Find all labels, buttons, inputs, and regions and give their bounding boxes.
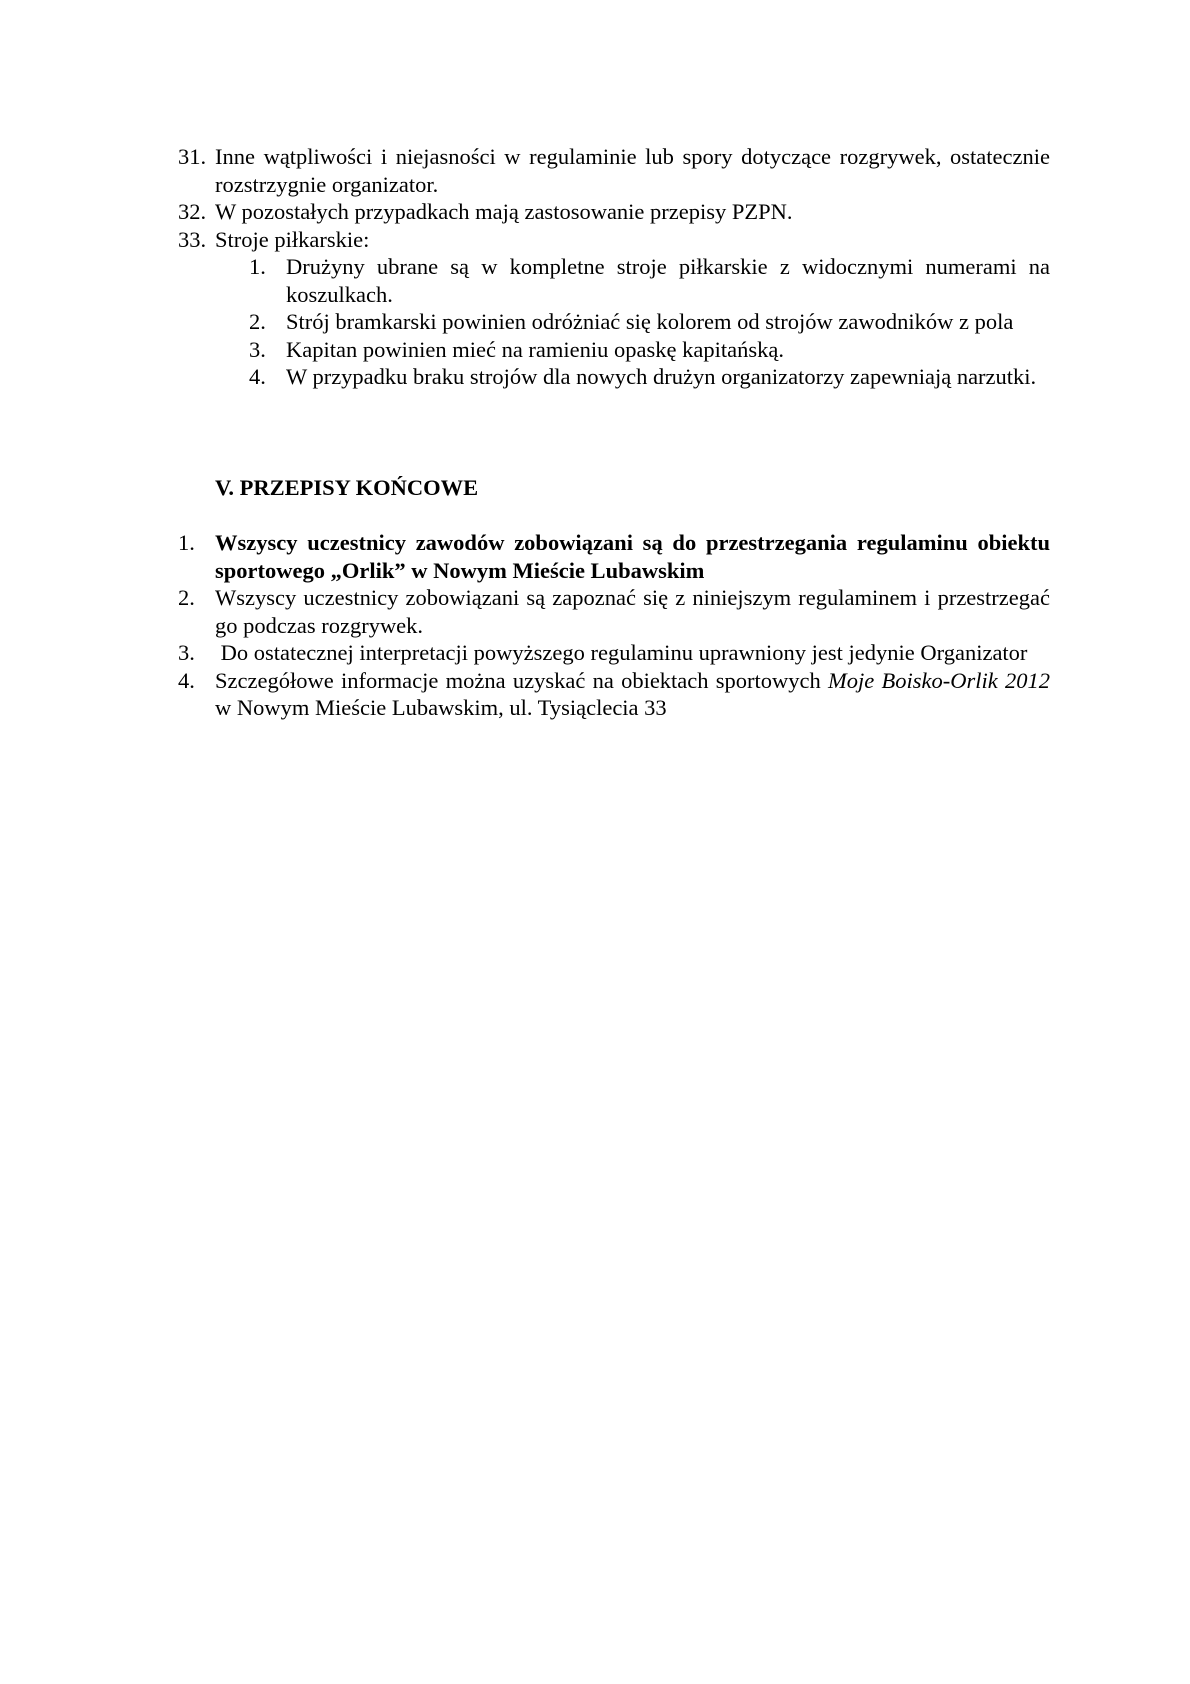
sublist-item-4 — [249, 363, 1050, 391]
list-number: 2. — [178, 585, 195, 610]
list-number: 33. — [178, 226, 207, 252]
sublist-text: Drużyny ubrane są w kompletne stroje piłkarskie z widocznymi numerami na koszulkach. — [286, 254, 1050, 307]
sublist-stroje — [249, 253, 1050, 391]
list-text: Wszyscy uczestnicy zawodów zobowiązani są do przestrzegania regulaminu obiektu sportowego „Orlik” w Nowym Mieście Lubawskim — [215, 530, 1050, 583]
list-text — [215, 668, 1050, 721]
sublist-item-3 — [249, 336, 1050, 364]
sublist-item-2 — [249, 308, 1050, 336]
sublist-number: 1. — [249, 254, 266, 279]
list-number: 32. — [178, 199, 207, 224]
list-number: 3. — [178, 640, 195, 665]
text-after: w Nowym Mieście Lubawskim, ul. Tysiąclecia 33 — [215, 695, 667, 720]
list-number: 31. — [178, 144, 207, 169]
sublist-item-1 — [249, 253, 1050, 308]
list-item-32 — [178, 198, 1050, 226]
list-number: 1. — [178, 530, 195, 555]
sublist-number: 4. — [249, 364, 266, 389]
sublist-number: 2. — [249, 309, 266, 334]
sublist-text: W przypadku braku strojów dla nowych drużyn organizatorzy zapewniają narzutki. — [286, 364, 1037, 389]
sublist-number: 3. — [249, 336, 266, 362]
list-text: Wszyscy uczestnicy zobowiązani są zapoznać się z niniejszym regulaminem i przestrzegać go podczas rozgrywek. — [215, 585, 1050, 638]
sublist-text: Kapitan powinien mieć na ramieniu opaskę kapitańską. — [286, 336, 784, 362]
text-before: Szczegółowe informacje można uzyskać na obiektach sportowych — [215, 667, 829, 693]
document-content — [178, 143, 1050, 722]
list-text: Stroje piłkarskie: — [215, 226, 370, 252]
list-item-33 — [178, 226, 1050, 254]
sublist-text: Strój bramkarski powinien odróżniać się kolorem od strojów zawodników z pola — [286, 309, 1014, 334]
final-item-3 — [178, 639, 1050, 667]
final-item-1 — [178, 529, 1050, 584]
facility-name: Moje Boisko-Orlik 2012 — [828, 667, 1050, 693]
list-number: 4. — [178, 667, 195, 693]
list-text: W pozostałych przypadkach mają zastosowanie przepisy PZPN. — [215, 199, 793, 224]
section-heading: V. PRZEPISY KOŃCOWE — [215, 474, 479, 500]
final-item-2 — [178, 584, 1050, 639]
final-item-4 — [178, 667, 1050, 722]
list-item-31 — [178, 143, 1050, 198]
list-text: Inne wątpliwości i niejasności w regulaminie lub spory dotyczące rozgrywek, ostatecznie rozstrzygnie organizator. — [215, 144, 1050, 197]
list-text: Do ostatecznej interpretacji powyższego regulaminu uprawniony jest jedynie Organizator — [215, 640, 1028, 665]
